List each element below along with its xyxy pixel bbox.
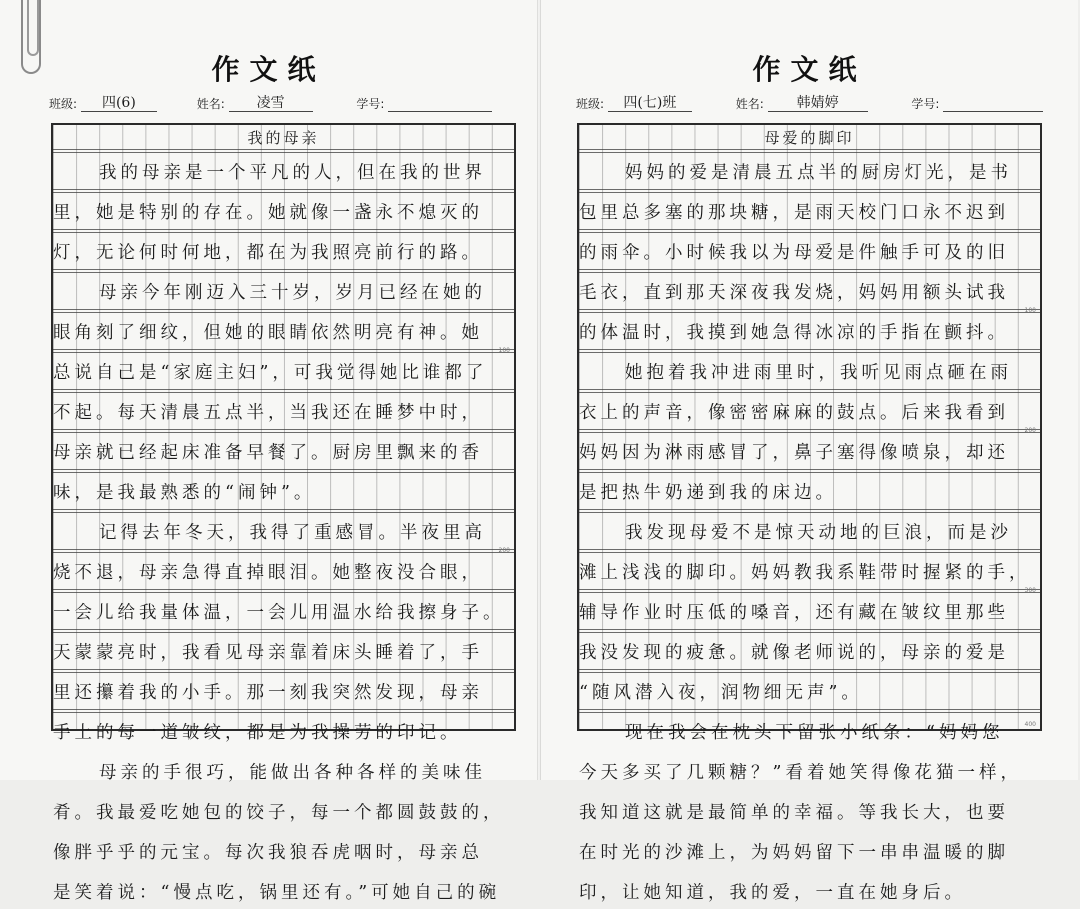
- essay-line: 一会儿给我量体温，一会儿用温水给我擦身子。: [53, 603, 505, 623]
- essay-line: 在时光的沙滩上，为妈妈留下一串串温暖的脚: [579, 843, 1009, 863]
- essay-sheet-left: [0, 0, 537, 903]
- id-label: 学号:: [911, 97, 940, 111]
- essay-line: 是笑着说：“慢点吃，锅里还有。”可她自己的碗: [53, 883, 501, 903]
- page-title-right: 作文纸: [752, 53, 867, 86]
- essay-line: “随风潜入夜，润物细无声”。: [579, 683, 863, 703]
- class-value: 四(6): [81, 95, 157, 112]
- name-label: 姓名:: [196, 97, 225, 111]
- word-count-mark: 200: [498, 547, 510, 554]
- student-info-left: [49, 95, 492, 112]
- id-label: 学号:: [356, 97, 385, 111]
- word-count-mark: 100: [1024, 307, 1036, 314]
- class-label: 班级:: [576, 97, 605, 111]
- word-count-mark: 200: [1024, 427, 1036, 434]
- essay-line: 我没发现的疲惫。就像老师说的，母亲的爱是: [579, 643, 1009, 663]
- essay-line: 眼角刻了细纹，但她的眼睛依然明亮有神。她: [53, 323, 483, 343]
- essay-line: 衣上的声音，像密密麻麻的鼓点。后来我看到: [579, 403, 1009, 423]
- name-value: 凌雪: [229, 95, 313, 112]
- essay-line: 手上的每一道皱纹，都是为我操劳的印记。: [53, 723, 462, 743]
- essay-line: 妈妈因为淋雨感冒了，鼻子塞得像喷泉，却还: [579, 443, 1009, 463]
- essay-line: 是把热牛奶递到我的床边。: [579, 483, 837, 503]
- essay-title: 母爱的脚印: [764, 128, 855, 147]
- essay-sheet-right: [541, 0, 1078, 903]
- essay-line: 总说自己是“家庭主妇”，可我觉得她比谁都了: [53, 363, 488, 383]
- essay-line: 妈妈的爱是清晨五点半的厨房灯光，是书: [625, 163, 1012, 183]
- essay-line: 里，她是特别的存在。她就像一盏永不熄灭的: [53, 203, 483, 223]
- essay-line: 灯，无论何时何地，都在为我照亮前行的路。: [53, 243, 483, 263]
- essay-body-right: [579, 125, 1040, 903]
- essay-line: 今天多买了几颗糖？”看着她笑得像花猫一样，: [579, 763, 1022, 783]
- essay-line: 像胖乎乎的元宝。每次我狼吞虎咽时，母亲总: [53, 843, 483, 863]
- essay-line: 的雨伞。小时候我以为母爱是件触手可及的旧: [579, 243, 1009, 263]
- name-label: 姓名:: [735, 97, 764, 111]
- class-value: 四(七)班: [608, 95, 692, 112]
- essay-line: 辅导作业时压低的嗓音，还有藏在皱纹里那些: [579, 603, 1009, 623]
- class-label: 班级:: [49, 97, 78, 111]
- essay-line: 母亲今年刚迈入三十岁，岁月已经在她的: [99, 283, 486, 303]
- id-value: [943, 95, 1043, 112]
- id-value: [388, 95, 492, 112]
- essay-line: 记得去年冬天，我得了重感冒。半夜里高: [99, 523, 486, 543]
- word-count-mark: 400: [1024, 721, 1036, 728]
- essay-line: 不起。每天清晨五点半，当我还在睡梦中时，: [53, 403, 483, 423]
- essay-line: 的体温时，我摸到她急得冰凉的手指在颤抖。: [579, 323, 1009, 343]
- word-count-mark: 100: [498, 347, 510, 354]
- writing-grid-right: [577, 123, 1042, 903]
- essay-line: 母亲就已经起床准备早餐了。厨房里飘来的香: [53, 443, 483, 463]
- essay-line: 她抱着我冲进雨里时，我听见雨点砸在雨: [625, 363, 1012, 383]
- essay-line: 包里总多塞的那块糖，是雨天校门口永不迟到: [579, 203, 1009, 223]
- essay-line: 毛衣，直到那天深夜我发烧，妈妈用额头试我: [579, 283, 1009, 303]
- essay-line: 天蒙蒙亮时，我看见母亲靠着床头睡着了，手: [53, 643, 483, 663]
- essay-title: 我的母亲: [247, 128, 320, 147]
- writing-grid-left: [51, 123, 516, 903]
- essay-line: 肴。我最爱吃她包的饺子，每一个都圆鼓鼓的，: [53, 803, 505, 823]
- essay-line: 我知道这就是最简单的幸福。等我长大，也要: [579, 803, 1009, 823]
- essay-line: 我的母亲是一个平凡的人，但在我的世界: [99, 163, 486, 183]
- essay-line: 印，让她知道，我的爱，一直在她身后。: [579, 883, 966, 903]
- essay-line: 母亲的手很巧，能做出各种各样的美味佳: [99, 763, 486, 783]
- word-count-mark: 300: [1024, 587, 1036, 594]
- page-title-left: 作文纸: [211, 53, 326, 86]
- essay-line: 味，是我最熟悉的“闹钟”。: [53, 483, 316, 503]
- essay-line: 烧不退，母亲急得直掉眼泪。她整夜没合眼，: [53, 563, 483, 583]
- essay-line: 现在我会在枕头下留张小纸条：“妈妈您: [625, 723, 1004, 743]
- essay-line: 我发现母爱不是惊天动地的巨浪，而是沙: [625, 523, 1012, 543]
- student-info-right: [576, 95, 1043, 112]
- essay-line: 里还攥着我的小手。那一刻我突然发现，母亲: [53, 683, 483, 703]
- essay-line: 滩上浅浅的脚印。妈妈教我系鞋带时握紧的手，: [579, 563, 1031, 583]
- name-value: 韩婧婷: [768, 95, 868, 112]
- essay-body-left: [53, 125, 514, 903]
